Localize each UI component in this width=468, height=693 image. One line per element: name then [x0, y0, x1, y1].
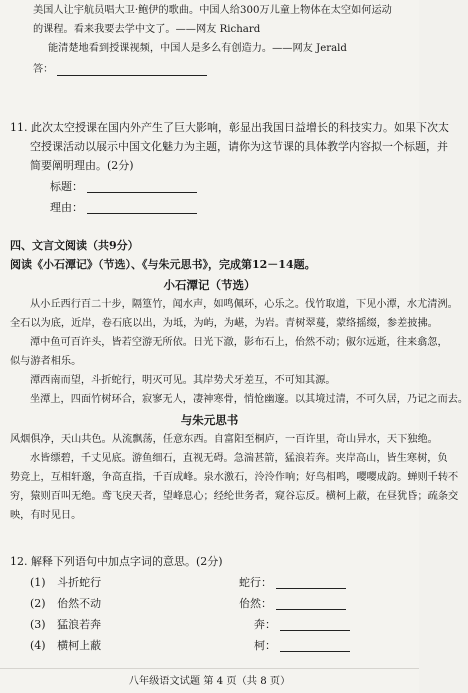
passage1-line: 似与游者相乐。 — [10, 356, 82, 367]
q11-reason-row — [50, 201, 197, 214]
q11-line-2: 空授课活动以展示中国文化魅力为主题，请你为这节课的具体教学内容拟一个标题，并 — [30, 140, 448, 153]
passage2-line: 映，有时见日。 — [10, 510, 82, 521]
q11-title-blank[interactable] — [87, 181, 197, 193]
q12-item-num: (4) — [30, 639, 46, 652]
q12-answer-key: 奔： — [254, 618, 276, 631]
q12-answer-blank[interactable] — [276, 577, 346, 589]
q12-answer-row — [254, 618, 350, 631]
passage1-line: 坐潭上，四面竹树环合，寂寥无人，凄神寒骨，悄怆幽邃。以其境过清，不可久居，乃记之而去。 — [30, 394, 468, 405]
q12-answer-row — [239, 576, 346, 589]
passage1-line: 全石以为底，近岸，卷石底以出，为坻，为屿，为嵁，为岩。青树翠蔓，蒙络摇缀，参差披拂。 — [10, 318, 438, 329]
q12-item-num: (2) — [30, 597, 46, 610]
passage2-line: 风烟俱净，天山共色。从流飘荡，任意东西。自富阳至桐庐，一百许里，奇山异水，天下独绝。 — [10, 434, 438, 445]
passage2-line: 势竞上，互相轩邈，争高直指，千百成峰。泉水激石，泠泠作响；好鸟相鸣，嘤嘤成韵。蝉则千转不 — [10, 472, 459, 483]
passage1-line: 潭西南而望，斗折蛇行，明灭可见。其岸势犬牙差互，不可知其源。 — [30, 375, 336, 386]
comment-line-1: 美国人让宇航员唱大卫·鲍伊的歌曲。中国人给300万儿童上物体在太空如何运动 — [33, 5, 392, 16]
answer-row — [33, 63, 207, 76]
comment-line-3: 能清楚地看到授课视频，中国人是多么有创造力。——网友 Jerald — [48, 43, 347, 54]
q11-title-label: 标题： — [50, 180, 83, 193]
q12-item — [30, 618, 101, 631]
section4-instruction: 阅读《小石潭记》（节选）、《与朱元思书》，完成第12－14题。 — [10, 258, 316, 271]
passage2-title: 与朱元思书 — [180, 413, 239, 427]
comment-line-2: 的课程。看来我要去学中文了。——网友 Richard — [33, 24, 261, 35]
q12-answer-blank[interactable] — [280, 640, 350, 652]
passage1-line: 潭中鱼可百许头，皆若空游无所依。日光下澈，影布石上，佁然不动；俶尔远逝，往来翕忽， — [30, 337, 448, 348]
passage1-line: 从小丘西行百二十步，隔篁竹，闻水声，如鸣佩环，心乐之。伐竹取道，下见小潭，水尤清洌。 — [30, 299, 458, 310]
q12-answer-key: 蛇行： — [239, 576, 272, 589]
q11-reason-blank[interactable] — [87, 202, 197, 214]
passage2-line: 穷，猿则百叫无绝。鸢飞戾天者，望峰息心；经纶世务者，窥谷忘反。横柯上蔽，在昼犹昏；疏条交 — [10, 491, 459, 502]
q12-item — [30, 597, 101, 610]
q12-item-text: 猛浪若奔 — [57, 618, 102, 631]
q12-stem: 12. 解释下列语句中加点字词的意思。(2分) — [10, 555, 223, 568]
q12-answer-row — [239, 597, 346, 610]
passage2-line: 水皆缥碧，千丈见底。游鱼细石，直视无碍。急湍甚箭，猛浪若奔。夹岸高山，皆生寒树，负 — [30, 453, 448, 464]
q11-title-row — [50, 180, 197, 193]
section4-heading: 四、文言文阅读（共9分） — [10, 239, 139, 252]
q12-item-text: 横柯上蔽 — [57, 639, 102, 652]
q12-answer-row — [254, 639, 350, 652]
answer-blank[interactable] — [57, 64, 207, 76]
q11-reason-label: 理由： — [50, 201, 83, 214]
q12-answer-key: 佁然： — [239, 597, 272, 610]
q12-item-text: 佁然不动 — [57, 597, 102, 610]
passage1-title: 小石潭记（节选） — [163, 278, 256, 292]
q12-item — [30, 576, 101, 589]
q12-item-num: (3) — [30, 618, 46, 631]
q12-answer-blank[interactable] — [276, 598, 346, 610]
q11-line-1: 11. 此次太空授课在国内外产生了巨大影响，彰显出我国日益增长的科技实力。如果下次太 — [10, 121, 449, 134]
q12-item-text: 斗折蛇行 — [57, 576, 102, 589]
footer-divider — [0, 668, 419, 669]
page-footer: 八年级语文试题 第 4 页（共 8 页） — [128, 676, 291, 687]
q12-item — [30, 639, 101, 652]
q12-answer-key: 柯： — [254, 639, 276, 652]
q12-item-num: (1) — [30, 576, 46, 589]
q12-answer-blank[interactable] — [280, 619, 350, 631]
answer-label: 答： — [33, 64, 54, 75]
q11-line-3: 简要阐明理由。(2分) — [30, 159, 134, 172]
